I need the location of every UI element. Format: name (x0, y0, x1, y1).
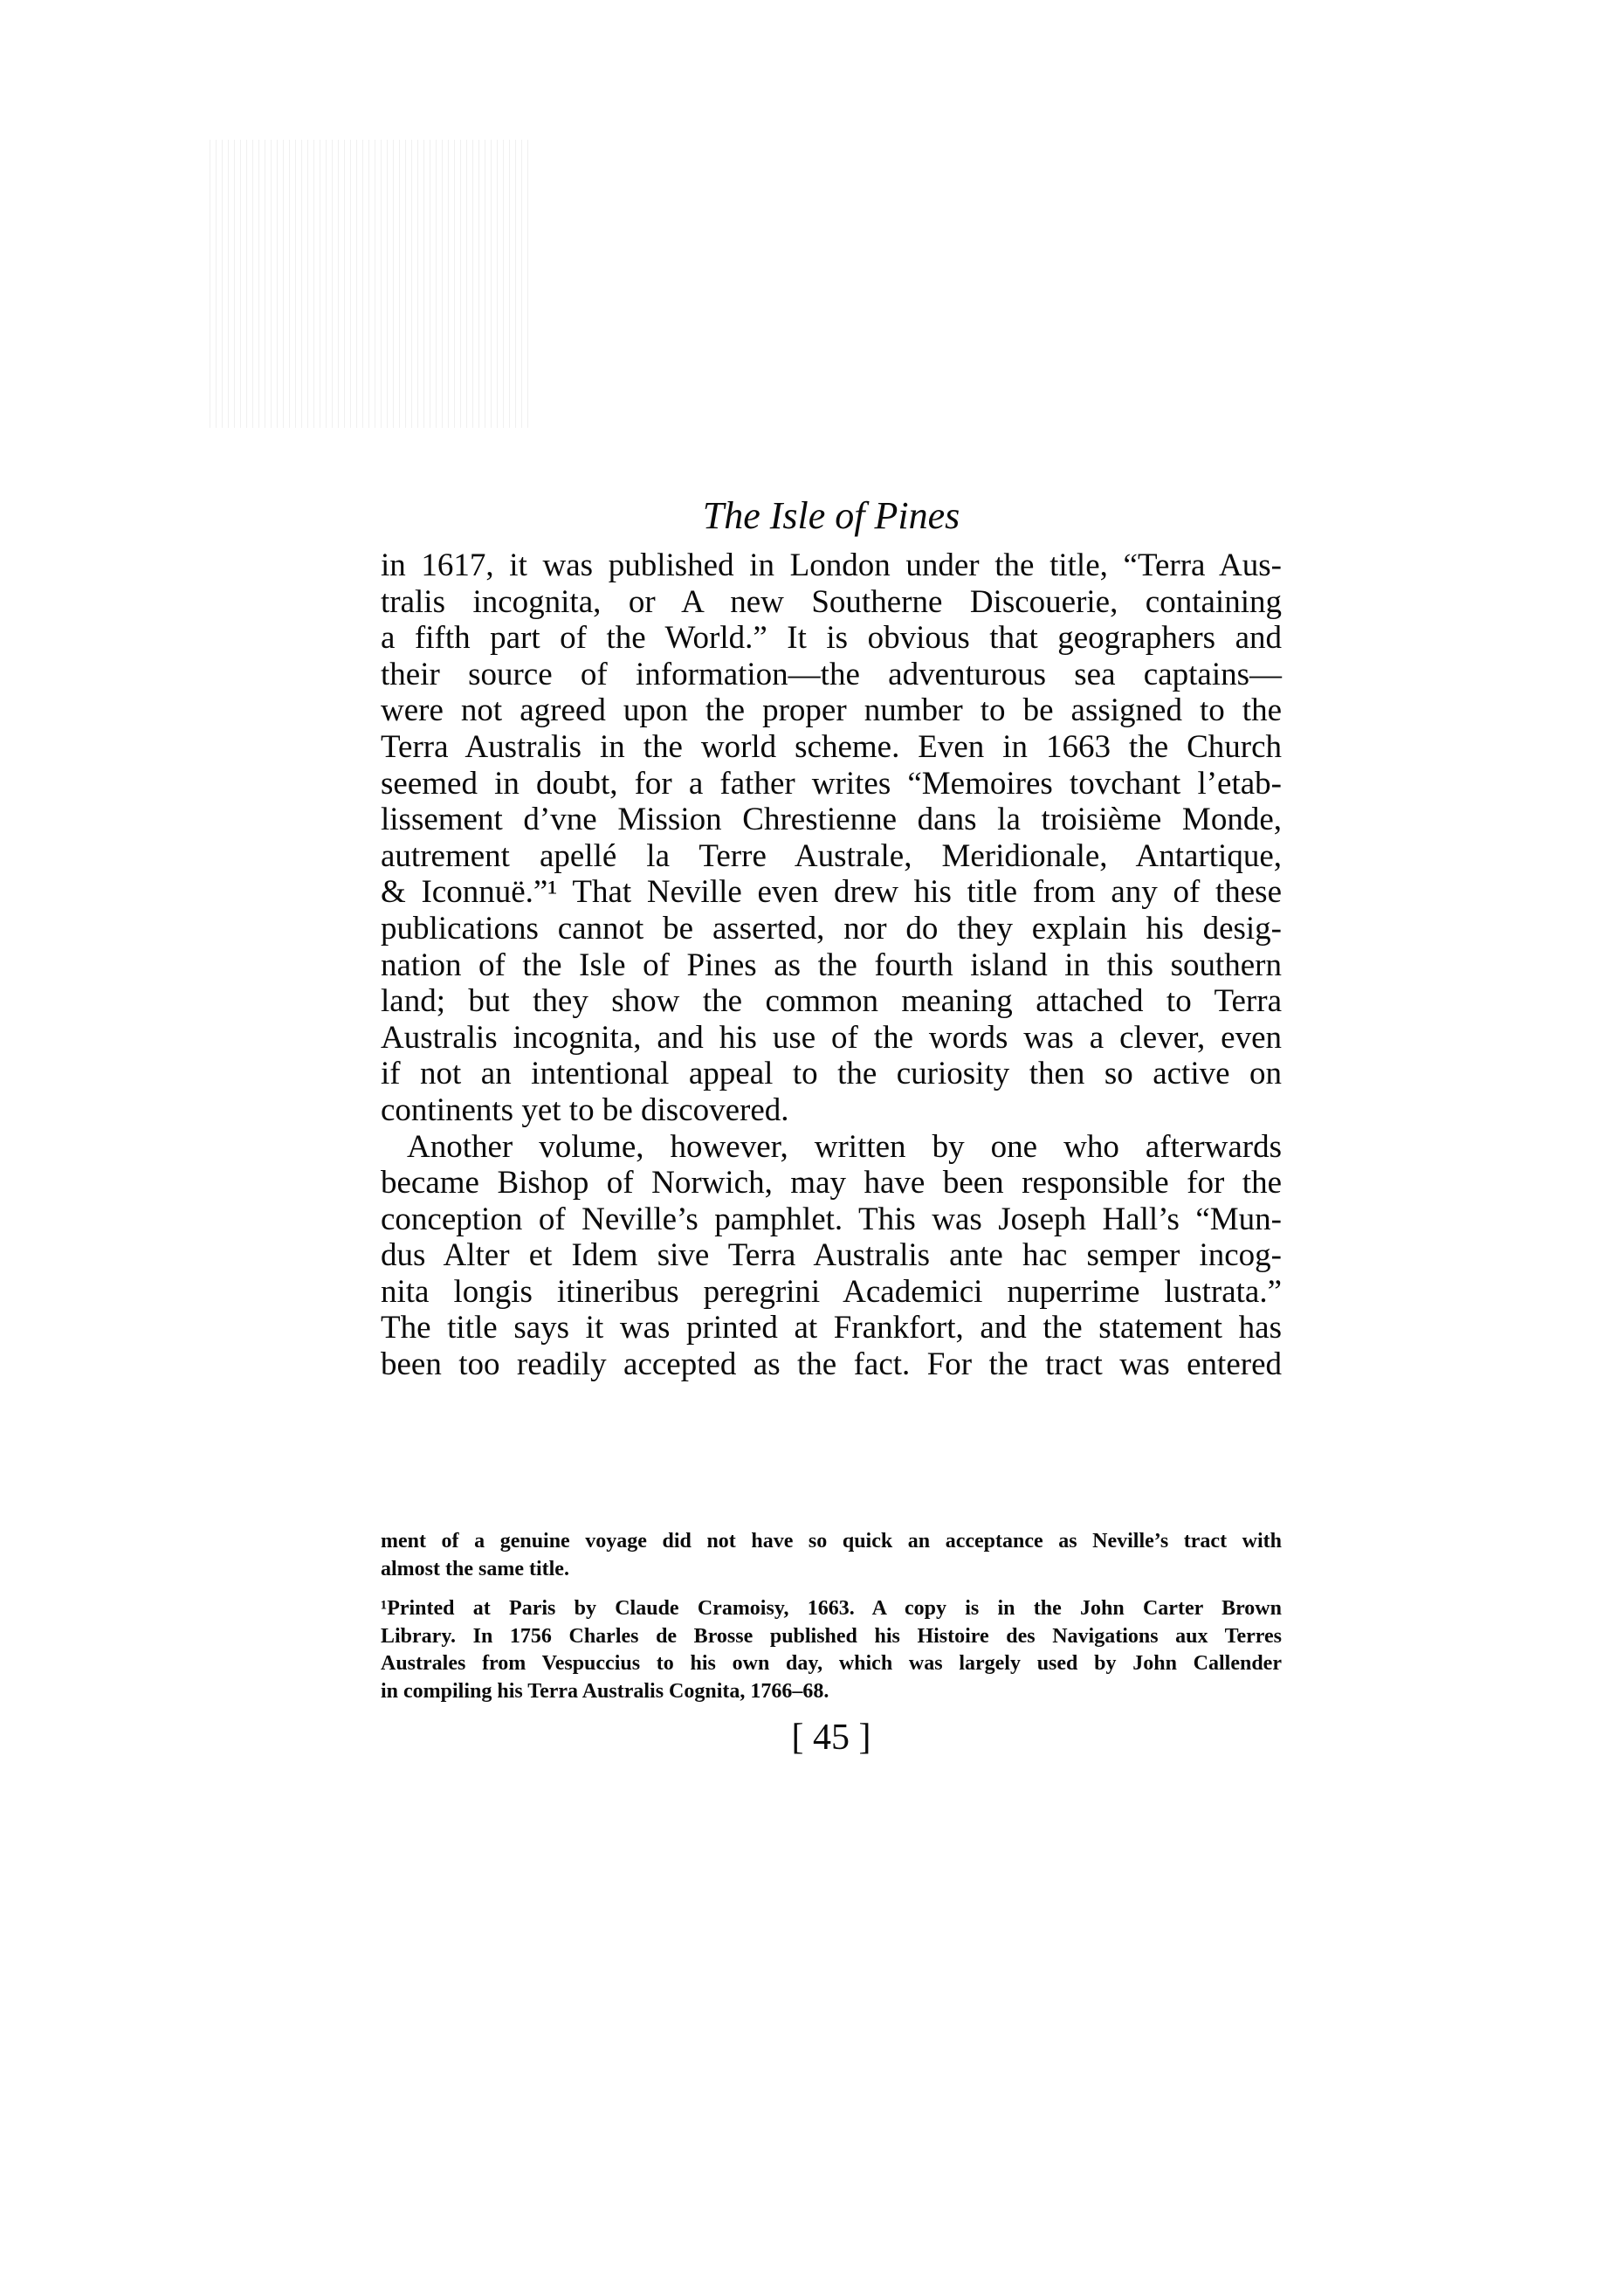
body-line: were not agreed upon the proper number to be assigned to the (381, 692, 1282, 729)
body-line: Australis incognita, and his use of the words was a clever, even (381, 1019, 1282, 1056)
body-line: land; but they show the common meaning attached to Terra (381, 983, 1282, 1020)
body-line: publications cannot be asserted, nor do they explain his desig- (381, 910, 1282, 947)
footnote-continuation-line: almost the same title. (381, 1557, 569, 1580)
footnote-1-line: in compiling his Terra Australis Cognita, 1766–68. (381, 1679, 829, 1703)
footnotes (381, 1528, 1282, 1705)
running-head: The Isle of Pines (702, 494, 960, 537)
body-line: tralis incognita, or A new Southerne Discouerie, containing (381, 583, 1282, 620)
footnote-gap (381, 1583, 1282, 1595)
body-line: if not an intentional appeal to the curiosity then so active on (381, 1056, 1282, 1092)
body-line: been too readily accepted as the fact. For the tract was entered (381, 1346, 1282, 1383)
body-line: a fifth part of the World.” It is obvious that geographers and (381, 620, 1282, 657)
body-line: lissement d’vne Mission Chrestienne dans la troisième Monde, (381, 802, 1282, 838)
body-line: nita longis itineribus peregrini Academici nuperrime lustrata.” (381, 1273, 1282, 1310)
body-line: their source of information—the adventurous sea captains— (381, 656, 1282, 692)
body-line: continents yet to be discovered. (381, 1091, 789, 1128)
body-line: in 1617, it was published in London under the title, “Terra Aus- (381, 547, 1282, 583)
body-line: autrement apellé la Terre Australe, Meridionale, Antartique, (381, 837, 1282, 874)
body-line: Terra Australis in the world scheme. Even in 1663 the Church (381, 728, 1282, 765)
footnote-1-line: Australes from Vespuccius to his own day, which was largely used by John Callender (381, 1652, 1282, 1675)
footnote-1-line: ¹Printed at Paris by Claude Cramoisy, 1663. A copy is in the John Carter Brown (381, 1597, 1282, 1620)
body-line: became Bishop of Norwich, may have been responsible for the (381, 1165, 1282, 1201)
body-line: & Iconnuë.”¹ That Neville even drew his title from any of these (381, 874, 1282, 911)
body-line: conception of Neville’s pamphlet. This was Joseph Hall’s “Mun- (381, 1201, 1282, 1237)
body-line: nation of the Isle of Pines as the fourth island in this southern (381, 947, 1282, 983)
footnote-continuation-line: ment of a genuine voyage did not have so quick an acceptance as Neville’s tract with (381, 1530, 1282, 1553)
body-line: The title says it was printed at Frankfort, and the statement has (381, 1310, 1282, 1346)
body-line: seemed in doubt, for a father writes “Memoires tovchant l’etab- (381, 765, 1282, 802)
body-line: dus Alter et Idem sive Terra Australis ante hac semper incog- (381, 1237, 1282, 1274)
body-text (381, 547, 1282, 1383)
scan-texture (210, 140, 533, 428)
page-number: [ 45 ] (791, 1718, 871, 1758)
body-line: Another volume, however, written by one who afterwards (407, 1128, 1282, 1165)
footnote-1-line: Library. In 1756 Charles de Brosse published his Histoire des Navigations aux Terres (381, 1624, 1282, 1648)
